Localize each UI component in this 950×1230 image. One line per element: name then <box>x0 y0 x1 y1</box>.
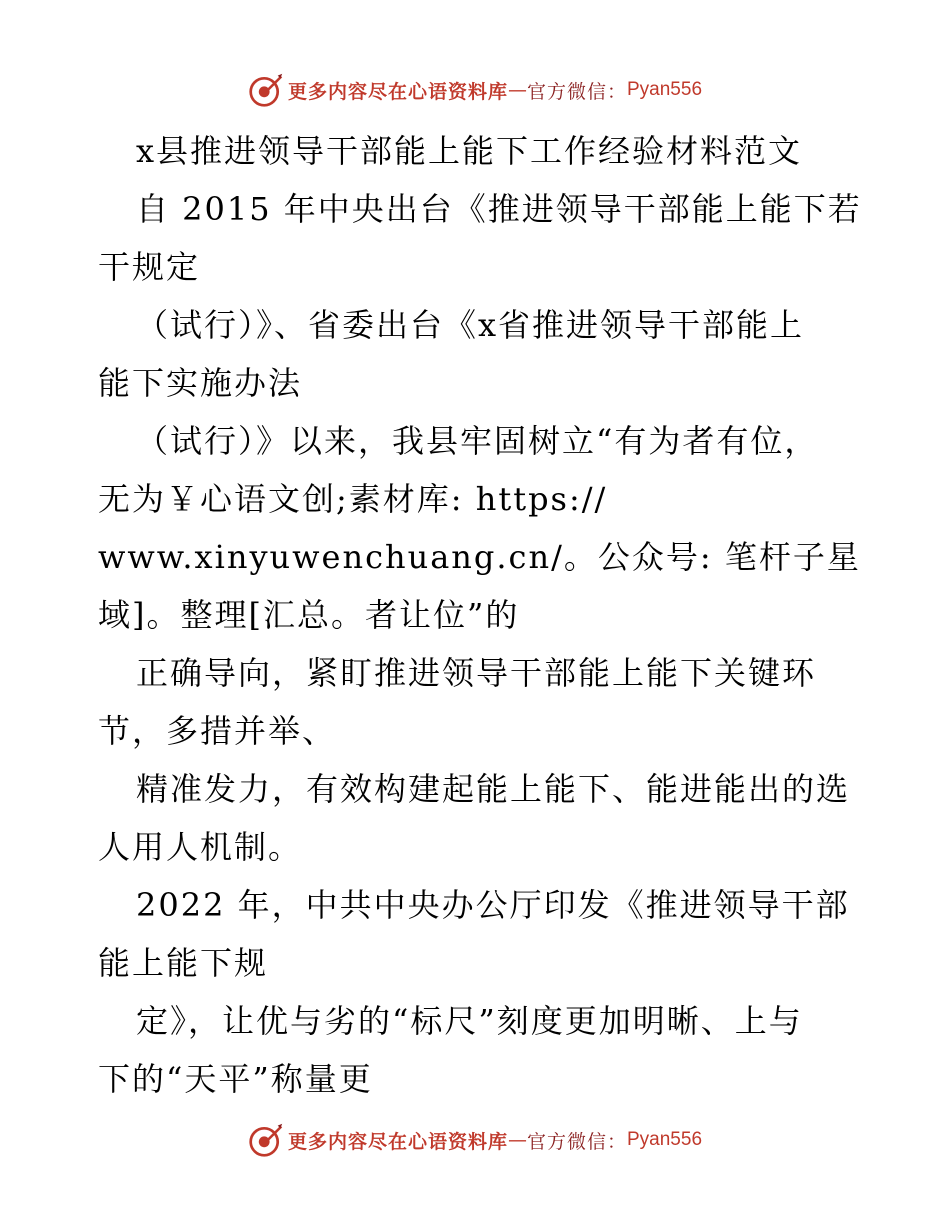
document-body <box>98 122 862 1108</box>
document-line: 精准发力，有效构建起能上能下、能进能出的选 <box>136 770 851 808</box>
pen-logo-icon <box>248 1122 284 1158</box>
banner-wechat-id: Pyan556 <box>627 79 703 100</box>
header-banner <box>0 70 950 110</box>
document-line: 无为￥心语文创;素材库: https:// <box>98 480 608 518</box>
document-line: 能下实施办法 <box>98 364 303 402</box>
document-line: 2022 年，中共中央办公厅印发《推进领导干部 <box>136 886 850 924</box>
banner-wechat-label: 官方微信： <box>526 80 627 103</box>
document-line: 节，多措并举、 <box>98 712 337 750</box>
document-line: （试行）》、省委出台《x省推进领导干部能上 <box>136 306 805 344</box>
document-line: （试行）》以来，我县牢固树立“有为者有位， <box>136 422 819 460</box>
pen-logo-icon <box>248 72 284 108</box>
banner-dash: — <box>507 79 527 101</box>
document-line: 下的“天平”称量更 <box>98 1060 373 1098</box>
document-line: 正确导向，紧盯推进领导干部能上能下关键环 <box>136 654 817 692</box>
document-line: 域]。整理[汇总。者让位”的 <box>98 596 520 634</box>
document-line: 干规定 <box>98 248 201 286</box>
banner-main-text: 更多内容尽在心语资料库 <box>287 80 508 103</box>
banner-wechat-id: Pyan556 <box>627 1129 703 1150</box>
banner-wechat-label: 官方微信： <box>526 1130 627 1153</box>
document-line: 能上能下规 <box>98 944 269 982</box>
footer-banner <box>0 1120 950 1160</box>
document-line: 定》，让优与劣的“标尺”刻度更加明晰、上与 <box>136 1002 803 1040</box>
banner-dash: — <box>507 1129 527 1151</box>
document-line: www.xinyuwenchuang.cn/。公众号: 笔杆子星 <box>98 538 861 576</box>
document-title: x县推进领导干部能上能下工作经验材料范文 <box>136 132 803 170</box>
document-line: 人用人机制。 <box>98 828 303 866</box>
banner-main-text: 更多内容尽在心语资料库 <box>287 1130 508 1153</box>
document-line: 自 2015 年中央出台《推进领导干部能上能下若 <box>136 190 862 228</box>
